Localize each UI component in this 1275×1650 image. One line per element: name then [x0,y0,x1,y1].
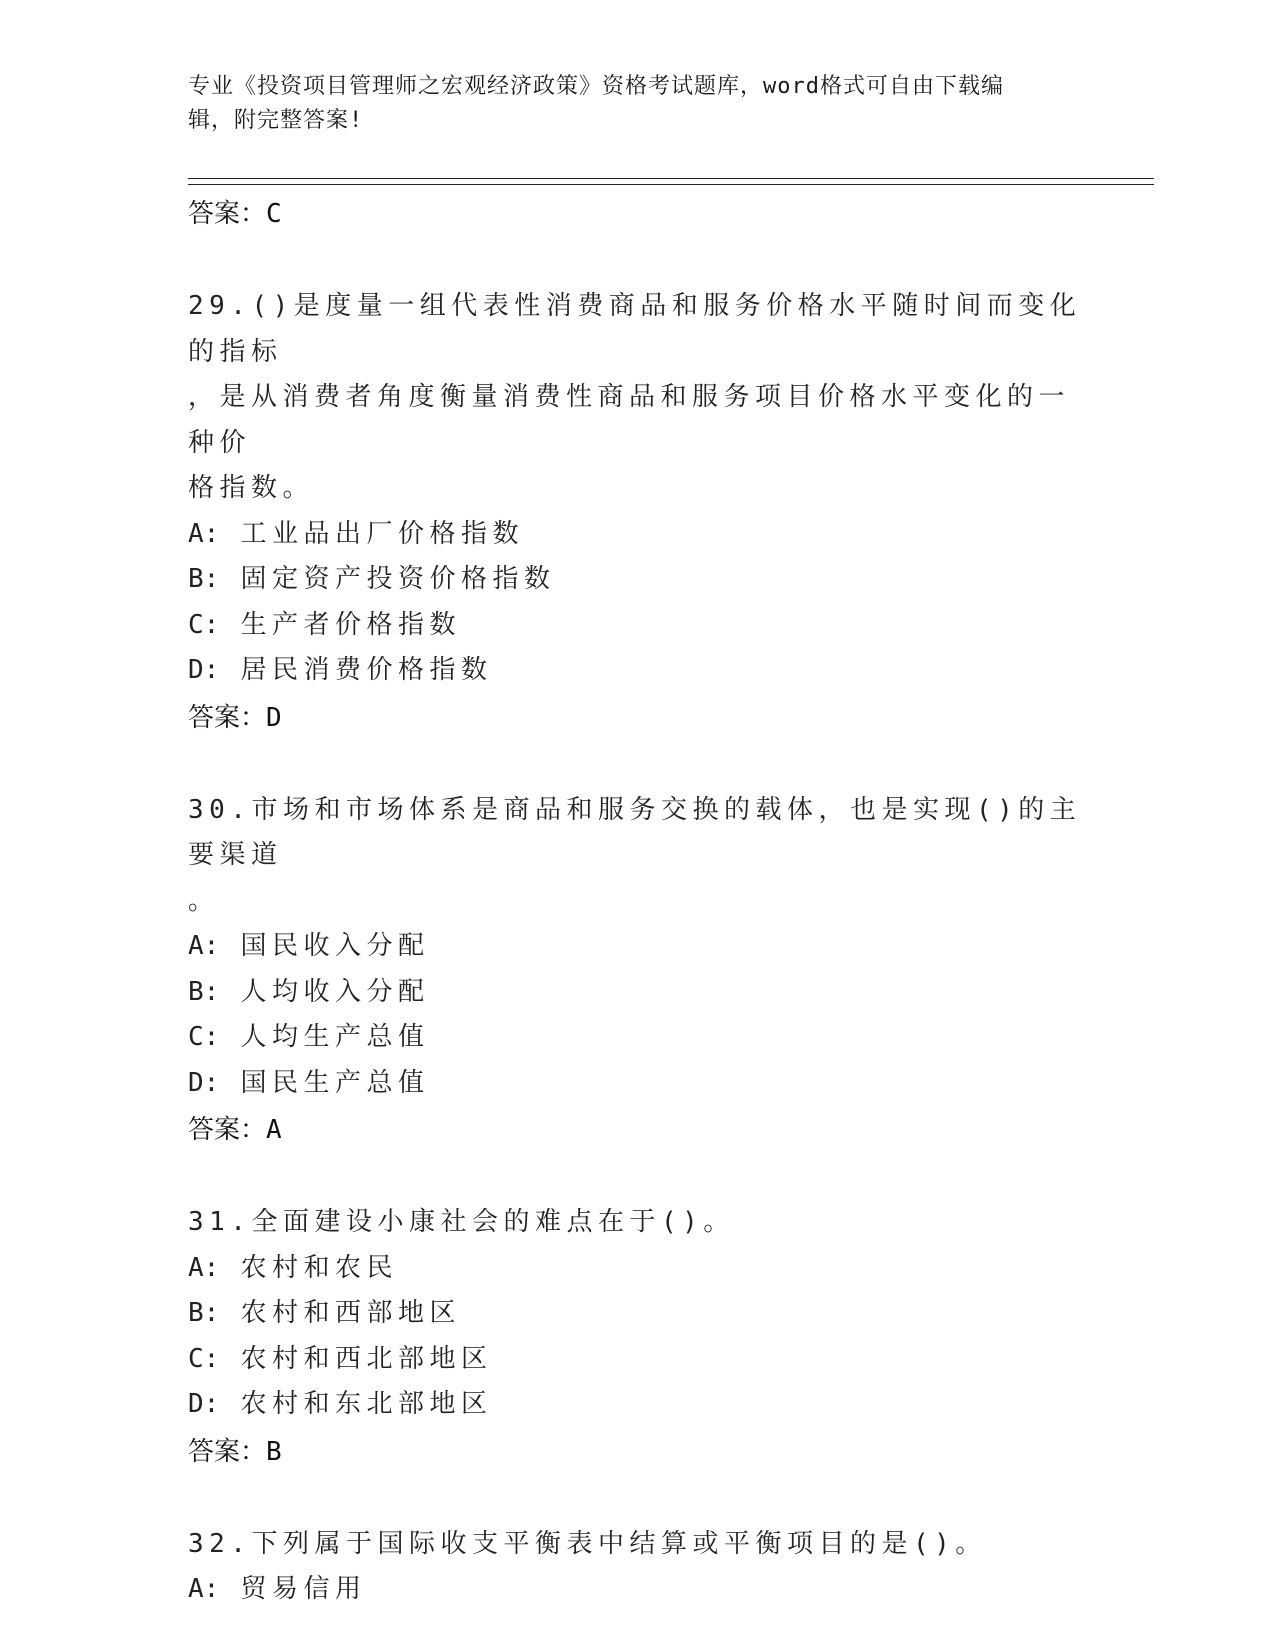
option-a [188,1567,1088,1613]
header-line-1: 专业《投资项目管理师之宏观经济政策》资格考试题库，word格式可自由下载编 [188,74,1004,99]
option-c [188,603,1088,649]
option-text: 农村和西北部地区 [240,1343,493,1374]
option-c [188,1015,1088,1061]
question-30 [188,788,1088,1153]
answer-line [188,1106,1088,1152]
answer-value: B [266,1436,282,1467]
option-letter: D: [188,655,220,685]
option-letter: C: [188,609,220,640]
option-letter: A: [188,931,220,961]
answer-value: C [266,199,282,229]
answer-label: 答案： [188,1435,267,1466]
header-divider-top [188,178,1154,179]
option-letter: B: [188,1298,220,1328]
option-letter: C: [188,1022,220,1052]
answer-value: D [266,702,282,733]
option-text: 人均收入分配 [240,976,430,1007]
option-letter: A: [188,1252,220,1283]
answer-label: 答案： [188,701,267,732]
question-stem-line: 29.()是度量一组代表性消费商品和服务价格水平随时间而变化的指标 [188,291,1082,367]
question-stem-line: 格指数。 [188,473,315,503]
option-d [188,1382,1088,1428]
option-a [188,1246,1088,1292]
option-d [188,648,1088,694]
option-text: 固定资产投资价格指数 [240,564,556,594]
document-header [188,70,1068,138]
question-stem-line: 。 [188,885,220,916]
option-text: 工业品出厂价格指数 [240,518,524,549]
option-text: 国民收入分配 [240,931,430,961]
option-text: 农村和农民 [240,1252,398,1283]
option-letter: D: [188,1067,220,1098]
option-b [188,557,1088,603]
question-32 [188,1522,1088,1613]
answer-value: A [266,1115,282,1145]
header-line-2: 辑，附完整答案! [188,108,364,133]
question-list [188,190,1088,1613]
option-d [188,1061,1088,1107]
option-text: 贸易信用 [240,1574,367,1604]
option-letter: D: [188,1389,220,1419]
header-divider-bottom [188,184,1154,185]
option-letter: B: [188,976,220,1007]
question-31 [188,1200,1088,1474]
question-stem-line: 31.全面建设小康社会的难点在于()。 [188,1207,735,1237]
option-b [188,1291,1088,1337]
answer-label: 答案： [188,198,267,228]
option-a [188,512,1088,558]
option-b [188,970,1088,1016]
option-letter: B: [188,564,220,594]
question-stem-line: ，是从消费者角度衡量消费性商品和服务项目价格水平变化的一种价 [188,382,1071,458]
option-text: 国民生产总值 [240,1067,430,1098]
question-stem-line: 32.下列属于国际收支平衡表中结算或平衡项目的是()。 [188,1528,987,1559]
option-text: 居民消费价格指数 [240,655,493,685]
option-letter: A: [188,1574,220,1604]
option-text: 农村和西部地区 [240,1298,461,1328]
option-text: 生产者价格指数 [240,609,461,640]
option-a [188,924,1088,970]
option-text: 农村和东北部地区 [240,1389,493,1419]
option-c [188,1337,1088,1383]
option-letter: C: [188,1343,220,1374]
answer-line [188,694,1088,740]
option-letter: A: [188,518,220,549]
question-stem-line: 30.市场和市场体系是商品和服务交换的载体，也是实现()的主要渠道 [188,794,1082,870]
option-text: 人均生产总值 [240,1022,430,1052]
answer-line [188,190,1088,236]
answer-label: 答案： [188,1114,267,1144]
question-29 [188,284,1088,740]
answer-line [188,1428,1088,1474]
